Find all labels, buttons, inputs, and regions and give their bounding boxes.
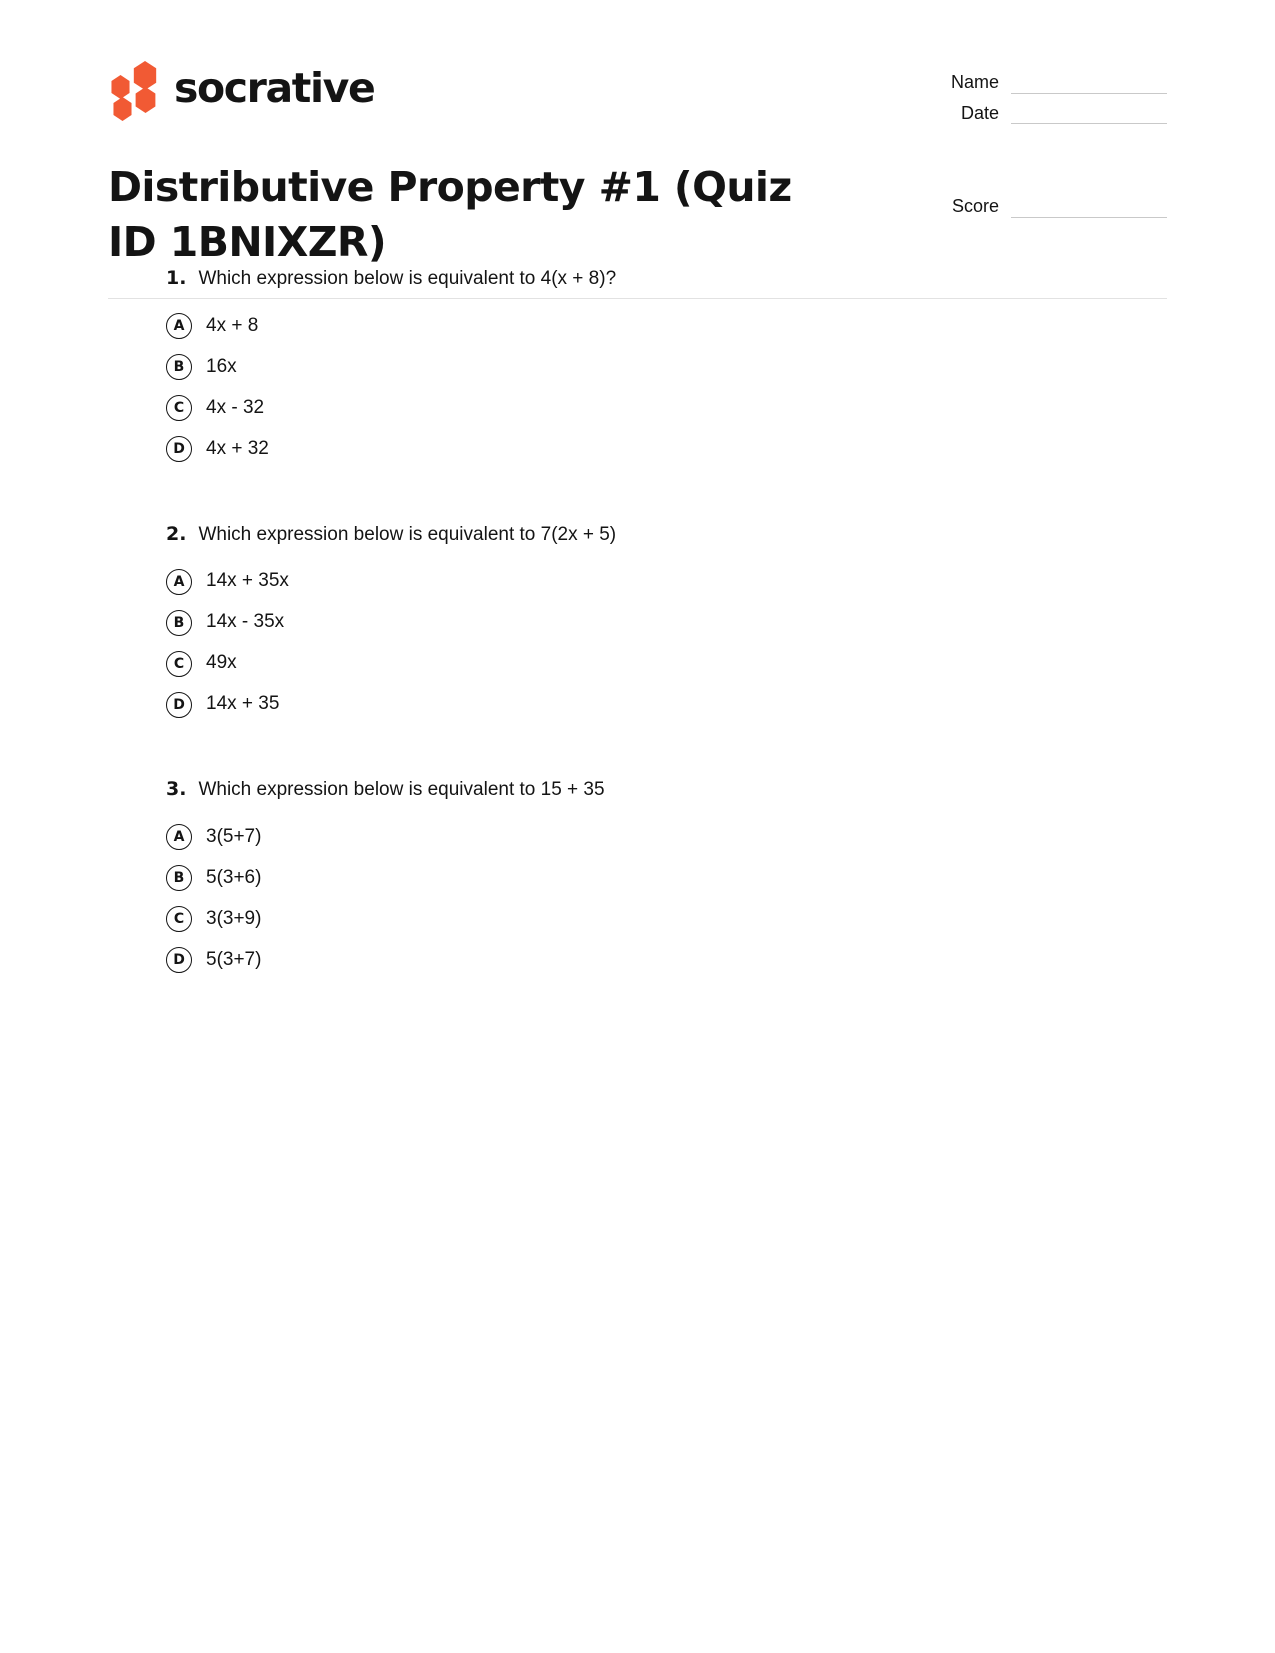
question-header — [166, 777, 1167, 803]
choice-bubble[interactable]: A — [166, 313, 192, 339]
choice-bubble[interactable]: B — [166, 610, 192, 636]
name-label: Name — [950, 72, 999, 92]
choice-text: 14x + 35 — [206, 693, 280, 715]
choice-bubble[interactable]: B — [166, 865, 192, 891]
question-text: Which expression below is equivalent to 7(2x + 5) — [198, 523, 617, 545]
choice-bubble[interactable]: D — [166, 692, 192, 718]
question-header — [166, 522, 1167, 548]
score-field-row — [921, 196, 1167, 218]
date-label: Date — [960, 102, 999, 123]
choice-text: 3(3+9) — [206, 908, 262, 930]
choice-bubble[interactable]: D — [166, 947, 192, 973]
choice-text: 5(3+6) — [206, 867, 262, 889]
choice-bubble[interactable]: A — [166, 569, 192, 595]
answer-choice[interactable] — [166, 940, 1167, 981]
questions-list — [0, 266, 1275, 981]
choice-text: 16x — [206, 355, 237, 377]
hexagon-shape — [132, 61, 158, 90]
answer-choice[interactable] — [166, 347, 1167, 388]
choice-bubble[interactable]: A — [166, 824, 192, 850]
question-number: 1. — [166, 267, 187, 289]
page-title: Distributive Property #1 (Quiz ID 1BNIXZR) — [108, 163, 792, 266]
answer-choice[interactable] — [166, 858, 1167, 899]
answer-choice[interactable] — [166, 643, 1167, 684]
choice-bubble[interactable]: C — [166, 906, 192, 932]
choice-text: 14x - 35x — [206, 611, 285, 633]
header-divider — [108, 298, 1167, 299]
choice-text: 3(5+7) — [206, 826, 262, 848]
answer-choice[interactable] — [166, 429, 1167, 470]
choice-text: 5(3+7) — [206, 949, 262, 971]
answer-choice[interactable] — [166, 561, 1167, 602]
choice-text: 14x + 35x — [206, 570, 289, 592]
hexagon-shape — [110, 75, 131, 99]
choice-text: 4x - 32 — [206, 396, 265, 418]
choice-text: 4x + 32 — [206, 437, 269, 459]
date-input-line[interactable] — [1011, 104, 1167, 124]
question-number: 2. — [166, 522, 187, 545]
answer-choice[interactable] — [166, 899, 1167, 940]
question-item — [108, 266, 1167, 470]
answer-choices — [108, 817, 1167, 981]
score-label: Score — [951, 196, 999, 217]
choice-bubble[interactable]: C — [166, 651, 192, 677]
student-info-fields — [921, 72, 1167, 227]
hexagon-shape — [112, 97, 133, 121]
answer-choices — [108, 561, 1167, 725]
choice-text: 49x — [206, 652, 237, 674]
name-input-line[interactable] — [1011, 74, 1167, 94]
choice-bubble[interactable]: D — [166, 436, 192, 462]
hexagon-shape — [134, 87, 157, 113]
page-header — [0, 0, 1275, 266]
question-item — [108, 777, 1167, 981]
date-field-row — [921, 103, 1167, 125]
choice-text: 4x + 8 — [206, 314, 259, 336]
choice-bubble[interactable]: B — [166, 354, 192, 380]
question-item — [108, 522, 1167, 726]
hexagon-cluster-icon — [108, 61, 158, 113]
answer-choice[interactable] — [166, 817, 1167, 858]
answer-choice[interactable] — [166, 684, 1167, 725]
answer-choice[interactable] — [166, 388, 1167, 429]
brand-wordmark: socrative — [174, 63, 375, 112]
question-header — [166, 266, 1167, 292]
choice-bubble[interactable]: C — [166, 395, 192, 421]
score-input-line[interactable] — [1011, 198, 1167, 218]
name-field-row — [921, 72, 1167, 94]
question-text: Which expression below is equivalent to 15 + 35 — [198, 779, 605, 801]
answer-choice[interactable] — [166, 602, 1167, 643]
answer-choices — [108, 306, 1167, 470]
answer-choice[interactable] — [166, 306, 1167, 347]
question-number: 3. — [166, 778, 187, 801]
question-text: Which expression below is equivalent to 4(x + 8)? — [198, 268, 617, 289]
